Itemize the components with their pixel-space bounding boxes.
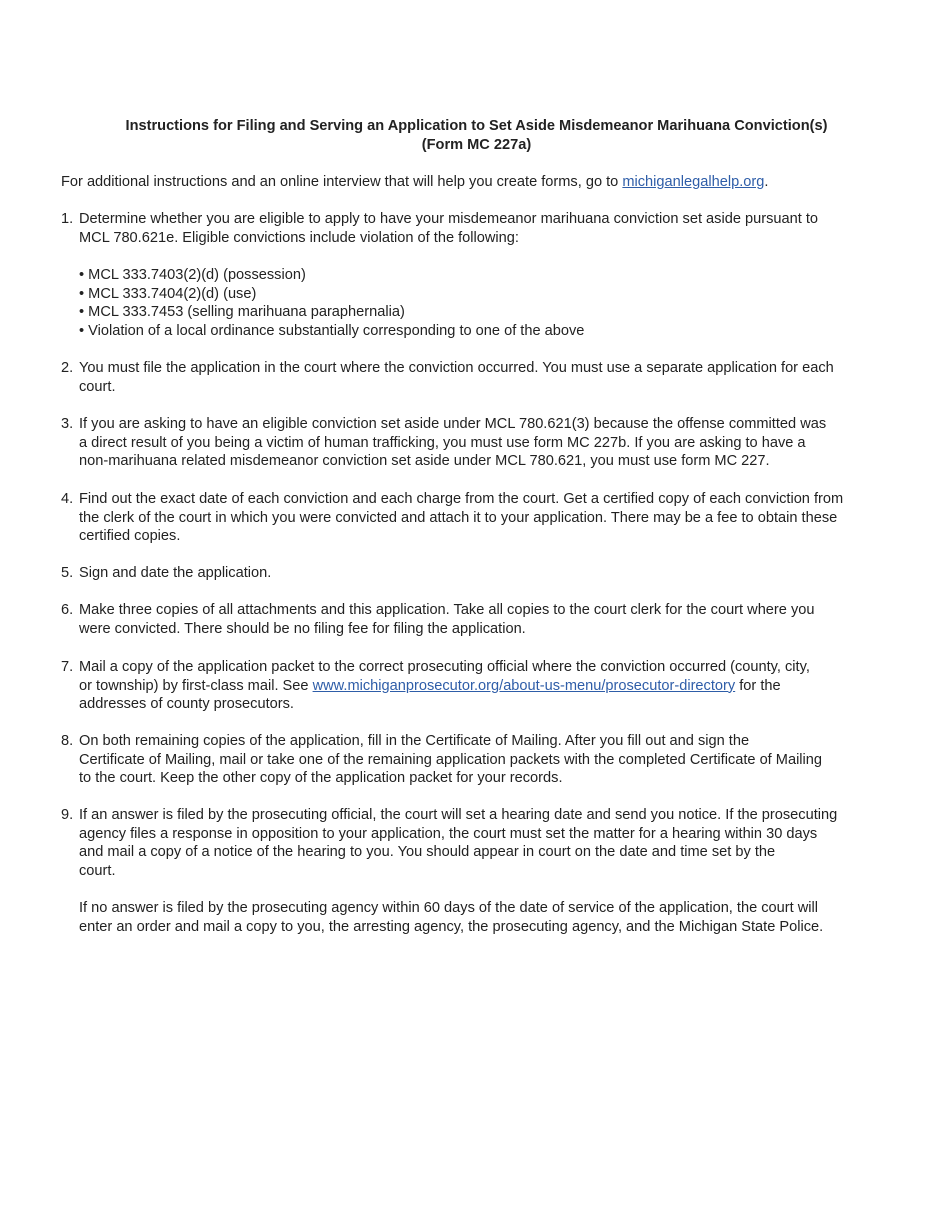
item-line: Find out the exact date of each conviction and each charge from the court. Get a certified copy of each conviction from [79,491,844,507]
item-line: addresses of county prosecutors. [79,696,294,713]
item-line: If an answer is filed by the prosecuting official, the court will set a hearing date and send you notice. If the prosecuting [79,807,838,823]
item-number: 4. [61,491,74,507]
item-line: Certificate of Mailing, mail or take one of the remaining application packets with the completed Certificate of Mailing [79,751,823,768]
item-line: Sign and date the application. [79,565,272,581]
michiganlegalhelp-link[interactable]: michiganlegalhelp.org [622,174,765,190]
intro-text: For additional instructions and an online interview that will help you create forms, go to [61,174,623,190]
item-number: 2. [61,360,74,376]
item-line: to the court. Keep the other copy of the application packet for your records. [79,770,563,787]
intro-paragraph [61,173,768,192]
item-line-text: for the [735,677,781,694]
bullet-item: • Violation of a local ordinance substantially corresponding to one of the above [79,323,585,340]
item-number: 1. [61,211,74,227]
item-line: and mail a copy of a notice of the hearing to you. You should appear in court on the date and time set by the [79,844,776,861]
item-line: court. [79,378,116,395]
item-line: Make three copies of all attachments and this application. Take all copies to the court clerk for the court where you [79,602,815,618]
bullet-item: • MCL 333.7403(2)(d) (possession) [79,267,306,283]
item-line: certified copies. [79,528,181,545]
item-line: a direct result of you being a victim of human trafficking, you must use form MC 227b. If you are asking to have a [79,434,806,451]
item-line: agency files a response in opposition to your application, the court must set the matter for a hearing within 30 days [79,825,818,842]
item-line: On both remaining copies of the application, fill in the Certificate of Mailing. After you fill out and sign the [79,733,750,749]
bullet-item: • MCL 333.7453 (selling marihuana paraphernalia) [79,304,405,321]
title-line-1: Instructions for Filing and Serving an Application to Set Aside Misdemeanor Marihuana Conviction(s) [125,118,828,134]
title-line-2: (Form MC 227a) [421,137,532,153]
item-line: non-marihuana related misdemeanor conviction set aside under MCL 780.621, you must use form MC 227. [79,453,770,470]
item-number: 5. [61,565,74,581]
paragraph-line: enter an order and mail a copy to you, the arresting agency, the prosecuting agency, and the Michigan State Police. [79,918,824,935]
item-line: Determine whether you are eligible to apply to have your misdemeanor marihuana conviction set aside pursuant to [79,211,819,227]
bullet-item: • MCL 333.7404(2)(d) (use) [79,285,257,302]
item-number: 7. [61,659,74,675]
eligible-convictions-list [79,266,584,341]
item-line: were convicted. There should be no filing fee for filing the application. [79,620,526,637]
paragraph-line: If no answer is filed by the prosecuting agency within 60 days of the date of service of the application, the court will [79,900,819,916]
item-number: 8. [61,733,74,749]
prosecutor-directory-link[interactable]: www.michiganprosecutor.org/about-us-menu/prosecutor-directory [312,677,736,694]
item-number: 6. [61,602,74,618]
final-paragraph [79,899,823,936]
intro-end: . [764,174,769,190]
item-line: court. [79,863,116,880]
item-line [79,677,810,696]
item-line: the clerk of the court in which you were convicted and attach it to your application. There may be a fee to obtain these [79,509,838,526]
item-number: 3. [61,416,74,432]
item-line: Mail a copy of the application packet to the correct prosecuting official where the conviction occurred (county, city, [79,659,810,675]
item-line: If you are asking to have an eligible conviction set aside under MCL 780.621(3) because the offense committed was [79,416,827,432]
item-line: MCL 780.621e. Eligible convictions include violation of the following: [79,229,519,246]
item-number: 9. [61,807,74,823]
item-line-text: or township) by first-class mail. See [79,677,313,694]
item-line: You must file the application in the court where the conviction occurred. You must use a separate application for each [79,360,834,376]
document-title [60,117,893,155]
